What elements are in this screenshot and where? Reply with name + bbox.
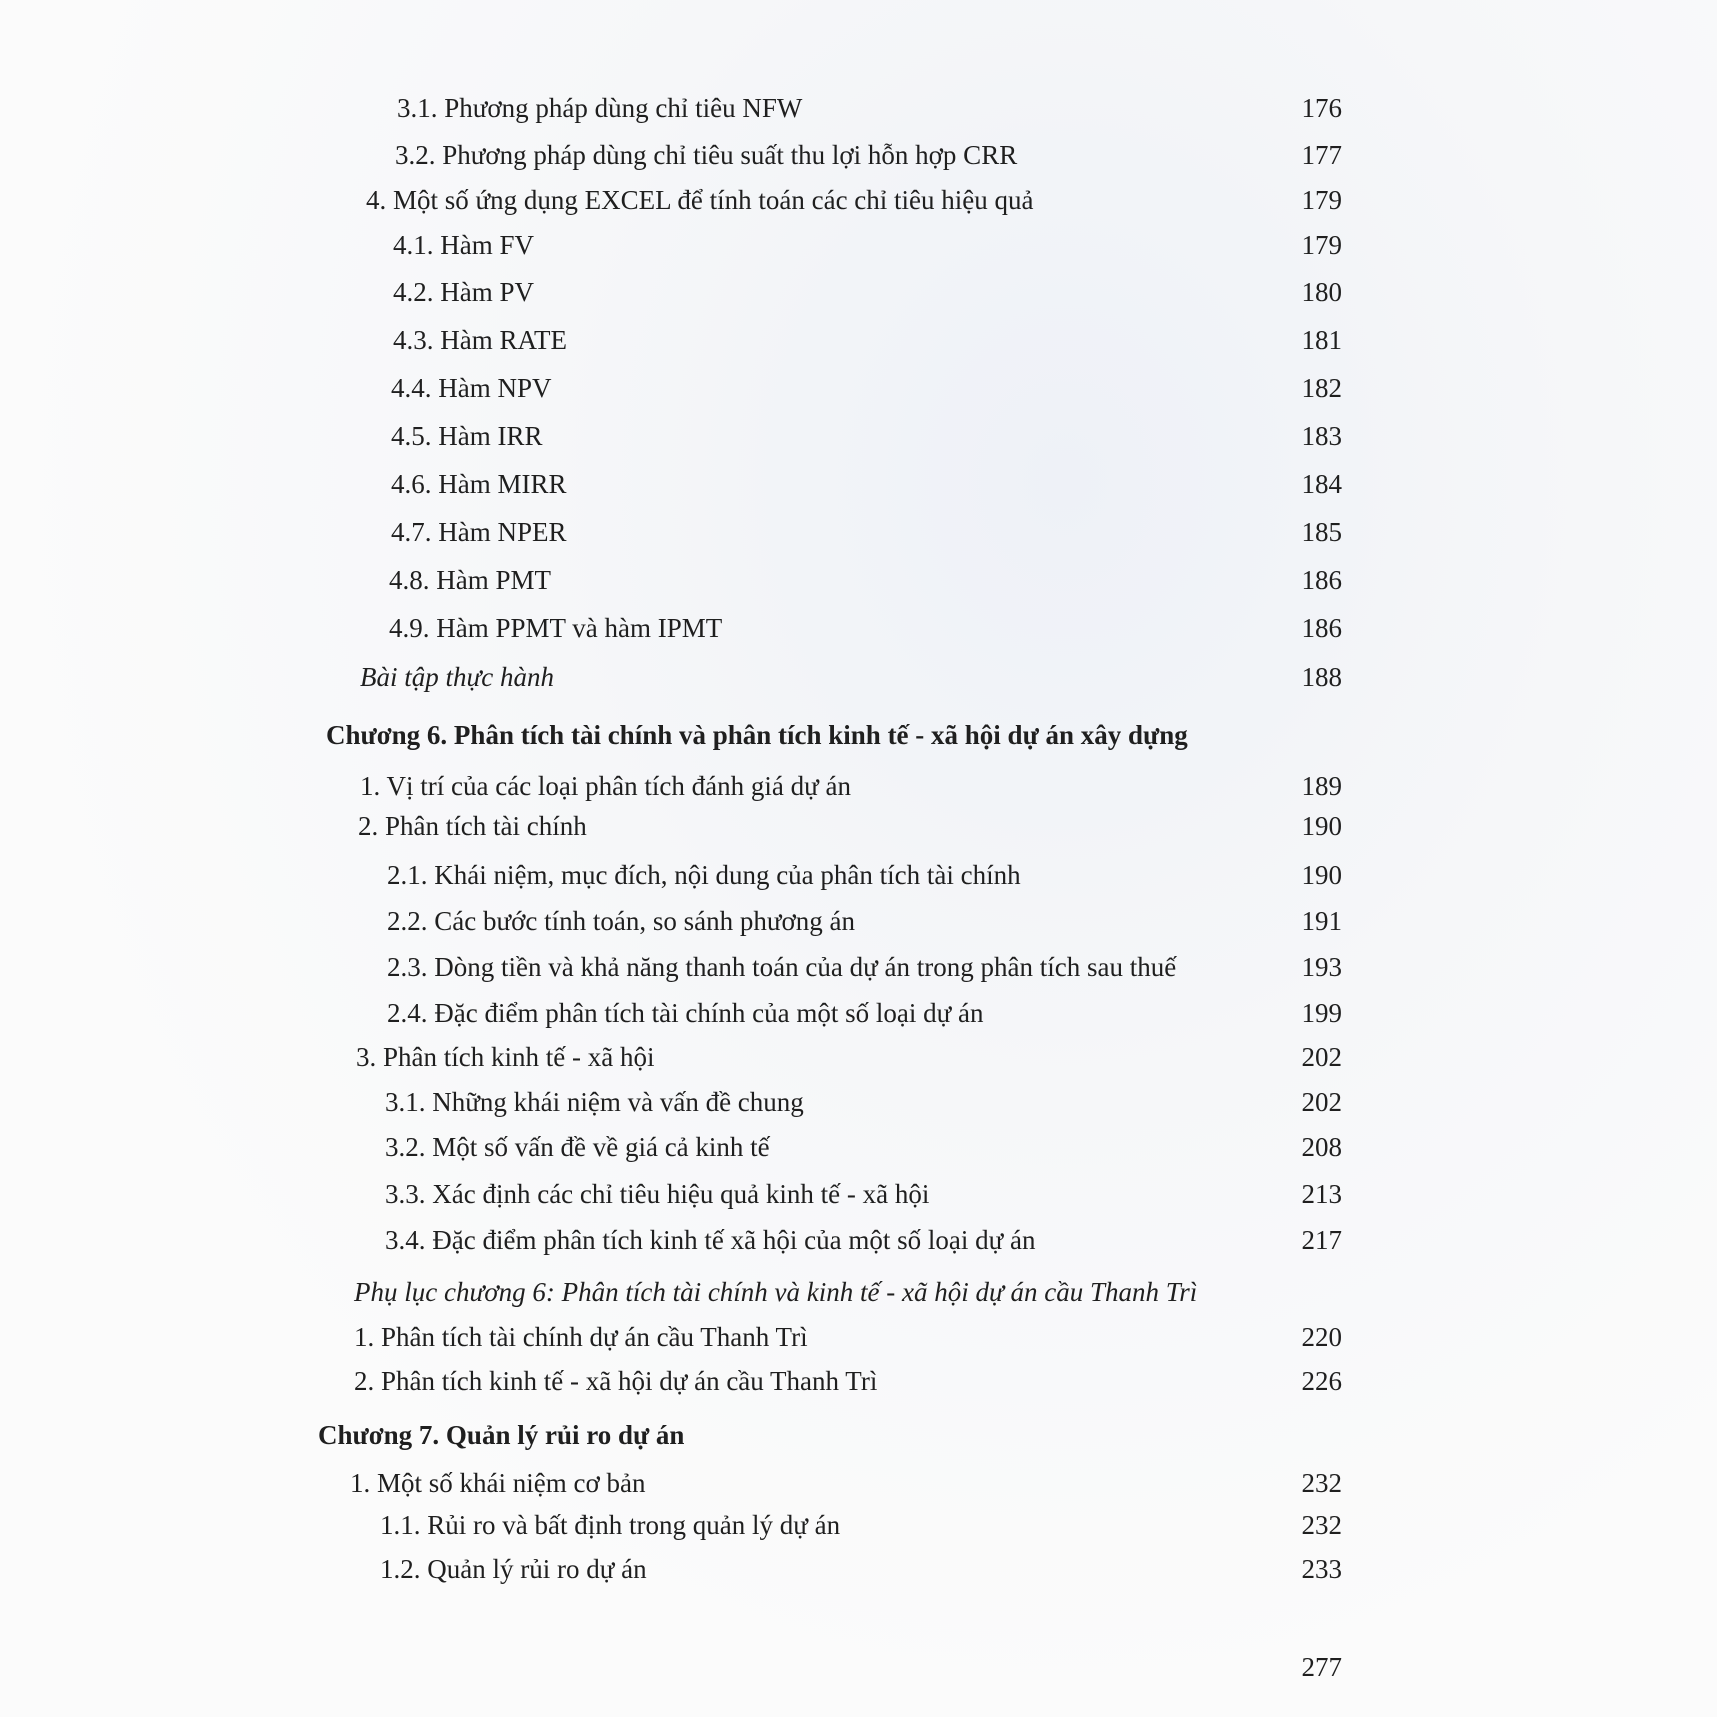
toc-entry-title: 3.4. Đặc điểm phân tích kinh tế xã hội của một số loại dự án bbox=[385, 1225, 1036, 1255]
toc-entry-page: 190 bbox=[1301, 860, 1342, 890]
toc-entry-title: 2. Phân tích tài chính bbox=[358, 811, 587, 841]
toc-entry bbox=[0, 660, 1717, 700]
toc-entry-title: 4.8. Hàm PMT bbox=[389, 565, 551, 595]
toc-entry bbox=[0, 1130, 1717, 1170]
chapter-heading bbox=[0, 1418, 1717, 1458]
toc-entry-title: 3.3. Xác định các chỉ tiêu hiệu quả kinh tế - xã hội bbox=[385, 1179, 930, 1209]
toc-entry-page: 184 bbox=[1301, 469, 1342, 499]
toc-entry-page: 213 bbox=[1301, 1179, 1342, 1209]
toc-entry bbox=[0, 996, 1717, 1036]
toc-entry-page: 182 bbox=[1301, 373, 1342, 403]
toc-entry-title: 2.2. Các bước tính toán, so sánh phương án bbox=[387, 906, 856, 936]
toc-entry-page: 185 bbox=[1301, 517, 1342, 547]
toc-entry bbox=[0, 904, 1717, 944]
toc-entry-title: 3.1. Phương pháp dùng chỉ tiêu NFW bbox=[397, 93, 803, 123]
chapter-title: Chương 7. Quản lý rủi ro dự án bbox=[318, 1420, 685, 1450]
toc-entry bbox=[0, 809, 1717, 849]
toc-entry bbox=[0, 1552, 1717, 1592]
toc-entry bbox=[0, 950, 1717, 990]
toc-entry bbox=[0, 563, 1717, 603]
chapter-title: Chương 6. Phân tích tài chính và phân tích kinh tế - xã hội dự án xây dựng bbox=[326, 720, 1188, 750]
toc-entry-page: 186 bbox=[1301, 613, 1342, 643]
chapter-heading bbox=[0, 718, 1717, 758]
toc-entry bbox=[0, 769, 1717, 809]
page-number: 277 bbox=[1301, 1652, 1342, 1682]
toc-entry bbox=[0, 419, 1717, 459]
toc-entry-page: 226 bbox=[1301, 1366, 1342, 1396]
toc-entry-title: 4. Một số ứng dụng EXCEL để tính toán các chỉ tiêu hiệu quả bbox=[366, 185, 1034, 215]
toc-entry bbox=[0, 1223, 1717, 1263]
toc-entry bbox=[0, 138, 1717, 178]
toc-entry-title: 3.2. Phương pháp dùng chỉ tiêu suất thu lợi hỗn hợp CRR bbox=[395, 140, 1018, 170]
toc-entry-title: 1. Một số khái niệm cơ bản bbox=[350, 1468, 646, 1498]
toc-entry-page: 177 bbox=[1301, 140, 1342, 170]
toc-entry-title: 4.6. Hàm MIRR bbox=[391, 469, 567, 499]
toc-entry-page: 179 bbox=[1301, 230, 1342, 260]
toc-entry-page: 186 bbox=[1301, 565, 1342, 595]
toc-entry-page: 208 bbox=[1301, 1132, 1342, 1162]
toc-entry-page: 199 bbox=[1301, 998, 1342, 1028]
toc-entry-title: 3.1. Những khái niệm và vấn đề chung bbox=[385, 1087, 804, 1117]
toc-entry bbox=[0, 858, 1717, 898]
toc-entry-page: 193 bbox=[1301, 952, 1342, 982]
toc-entry bbox=[0, 611, 1717, 651]
toc-entry-title: 1. Phân tích tài chính dự án cầu Thanh Trì bbox=[354, 1322, 808, 1352]
toc-entry-title: 2.1. Khái niệm, mục đích, nội dung của phân tích tài chính bbox=[387, 860, 1021, 890]
appendix-title: Phụ lục chương 6: Phân tích tài chính và kinh tế - xã hội dự án cầu Thanh Trì bbox=[354, 1277, 1198, 1307]
toc-entry-title: 4.7. Hàm NPER bbox=[391, 517, 567, 547]
toc-entry-page: 183 bbox=[1301, 421, 1342, 451]
toc-entry-title: 1.2. Quản lý rủi ro dự án bbox=[380, 1554, 647, 1584]
toc-entry-page: 190 bbox=[1301, 811, 1342, 841]
toc-entry-page: 232 bbox=[1301, 1468, 1342, 1498]
toc-entry bbox=[0, 1508, 1717, 1548]
toc-entry-title: 4.3. Hàm RATE bbox=[393, 325, 567, 355]
toc-entry-page: 189 bbox=[1301, 771, 1342, 801]
toc-entry-page: 191 bbox=[1301, 906, 1342, 936]
toc-entry bbox=[0, 91, 1717, 131]
toc-entry bbox=[0, 515, 1717, 555]
toc-entry bbox=[0, 1177, 1717, 1217]
toc-entry-title: 4.4. Hàm NPV bbox=[391, 373, 552, 403]
toc-entry bbox=[0, 1040, 1717, 1080]
toc-entry bbox=[0, 1085, 1717, 1125]
toc-entry-page: 232 bbox=[1301, 1510, 1342, 1540]
toc-entry-title: 1. Vị trí của các loại phân tích đánh giá dự án bbox=[360, 771, 851, 801]
toc-entry bbox=[0, 1364, 1717, 1404]
toc-entry-title: 2.4. Đặc điểm phân tích tài chính của một số loại dự án bbox=[387, 998, 984, 1028]
toc-entry-page: 179 bbox=[1301, 185, 1342, 215]
appendix-heading bbox=[0, 1275, 1717, 1315]
toc-entry-title: 2.3. Dòng tiền và khả năng thanh toán của dự án trong phân tích sau thuế bbox=[387, 952, 1177, 982]
toc-entry-page: 180 bbox=[1301, 277, 1342, 307]
toc-entry-page: 233 bbox=[1301, 1554, 1342, 1584]
toc-entry-title: 1.1. Rủi ro và bất định trong quản lý dự án bbox=[380, 1510, 841, 1540]
toc-entry-title: 2. Phân tích kinh tế - xã hội dự án cầu Thanh Trì bbox=[354, 1366, 878, 1396]
toc-entry-title: 4.9. Hàm PPMT và hàm IPMT bbox=[389, 613, 723, 643]
toc-entry bbox=[0, 371, 1717, 411]
toc-entry bbox=[0, 1320, 1717, 1360]
toc-entry bbox=[0, 467, 1717, 507]
toc-entry bbox=[0, 183, 1717, 223]
toc-entry bbox=[0, 323, 1717, 363]
toc-entry-page: 176 bbox=[1301, 93, 1342, 123]
toc-entry-title: 4.2. Hàm PV bbox=[393, 277, 534, 307]
toc-entry-page: 188 bbox=[1301, 662, 1342, 692]
toc-entry-page: 202 bbox=[1301, 1087, 1342, 1117]
toc-entry-title: Bài tập thực hành bbox=[360, 662, 554, 692]
toc-entry-page: 220 bbox=[1301, 1322, 1342, 1352]
toc-entry bbox=[0, 275, 1717, 315]
toc-entry-title: 4.5. Hàm IRR bbox=[391, 421, 543, 451]
toc-entry-page: 181 bbox=[1301, 325, 1342, 355]
toc-entry-title: 3. Phân tích kinh tế - xã hội bbox=[356, 1042, 655, 1072]
toc-entry-title: 4.1. Hàm FV bbox=[393, 230, 534, 260]
toc-entry-page: 217 bbox=[1301, 1225, 1342, 1255]
toc-entry bbox=[0, 1466, 1717, 1506]
toc-entry bbox=[0, 228, 1717, 268]
toc-entry-page: 202 bbox=[1301, 1042, 1342, 1072]
toc-entry-title: 3.2. Một số vấn đề về giá cả kinh tế bbox=[385, 1132, 770, 1162]
